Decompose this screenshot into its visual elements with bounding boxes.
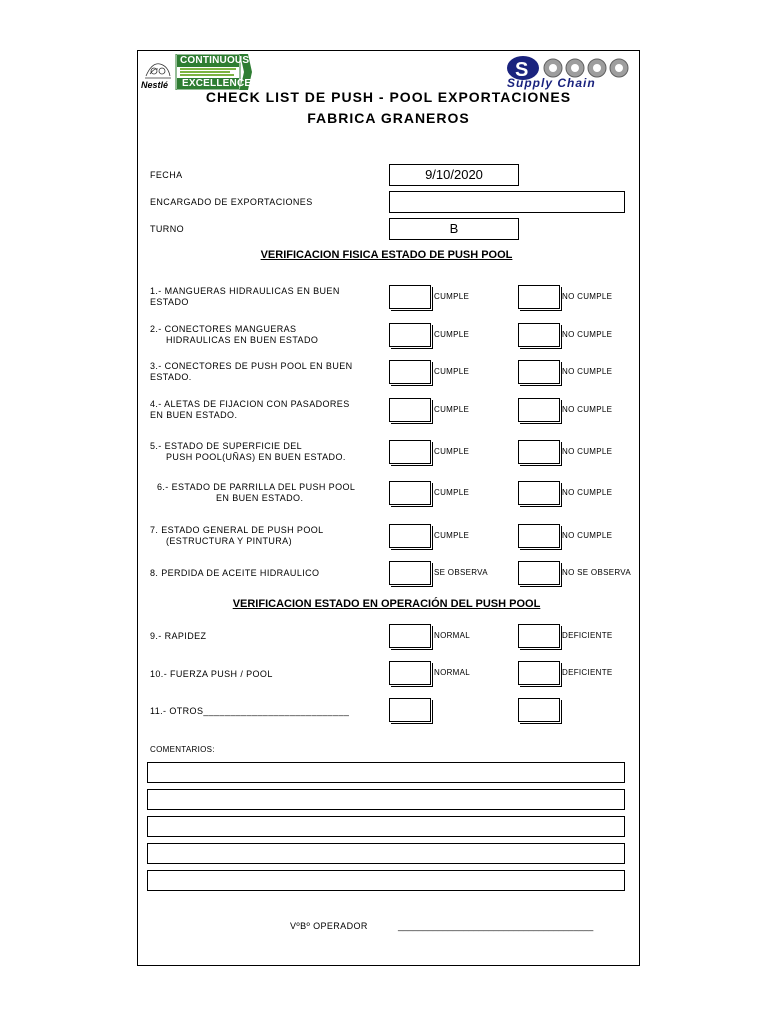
turno-field[interactable]: B (389, 218, 519, 240)
item-8-se-observa-label: SE OBSERVA (434, 568, 488, 577)
item-9-label: 9.- RAPIDEZ (150, 631, 207, 641)
turno-label: TURNO (150, 224, 184, 234)
item-1-cumple-box[interactable] (389, 285, 431, 309)
nestle-brand: Nestlé (141, 80, 169, 90)
item-4-no-cumple-box[interactable] (518, 398, 560, 422)
item-1-no-cumple-box[interactable] (518, 285, 560, 309)
logo-excellence-text: EXCELLENCE (182, 78, 252, 89)
logo-continuous-text: CONTINUOUS (180, 55, 250, 66)
operator-signature-line[interactable]: _______________________________________ (398, 921, 594, 931)
item-2-cumple-box[interactable] (389, 323, 431, 347)
item-10-normal-box[interactable] (389, 661, 431, 685)
item-2-line1: 2.- CONECTORES MANGUERAS (150, 324, 297, 334)
item-10-label: 10.- FUERZA PUSH / POOL (150, 669, 273, 679)
encargado-field[interactable] (389, 191, 625, 213)
item-3-line1: 3.- CONECTORES DE PUSH POOL EN BUEN (150, 361, 353, 371)
item-9-normal-box[interactable] (389, 624, 431, 648)
item-3-cumple-box[interactable] (389, 360, 431, 384)
comment-line-1[interactable] (147, 762, 625, 783)
section-operation-title: VERIFICACION ESTADO EN OPERACIÓN DEL PUSH POOL (232, 598, 541, 610)
item-7-cumple-box[interactable] (389, 524, 431, 548)
item-6-line2: EN BUEN ESTADO. (216, 493, 304, 503)
comment-line-5[interactable] (147, 870, 625, 891)
item-1-line1: 1.- MANGUERAS HIDRAULICAS EN BUEN (150, 286, 340, 296)
item-3-cumple-label: CUMPLE (434, 367, 470, 376)
comment-line-3[interactable] (147, 816, 625, 837)
item-11-box-a[interactable] (389, 698, 431, 722)
item-10-deficiente-box[interactable] (518, 661, 560, 685)
item-5-no-cumple-box[interactable] (518, 440, 560, 464)
checklist-sheet (137, 50, 640, 966)
item-9-deficiente-box[interactable] (518, 624, 560, 648)
item-7-line2: (ESTRUCTURA Y PINTURA) (166, 536, 292, 546)
item-5-cumple-label: CUMPLE (434, 447, 470, 456)
item-8-no-se-observa-box[interactable] (518, 561, 560, 585)
item-10-deficiente-label: DEFICIENTE (562, 668, 613, 677)
fecha-label: FECHA (150, 170, 183, 180)
item-4-line2: EN BUEN ESTADO. (150, 410, 238, 420)
page-title: CHECK LIST DE PUSH - POOL EXPORTACIONES (205, 89, 572, 105)
item-2-line2: HIDRAULICAS EN BUEN ESTADO (166, 335, 319, 345)
item-1-cumple-label: CUMPLE (434, 292, 470, 301)
item-10-normal-label: NORMAL (434, 668, 471, 677)
item-4-cumple-label: CUMPLE (434, 405, 470, 414)
item-2-no-cumple-label: NO CUMPLE (562, 330, 613, 339)
supply-chain-logo (503, 54, 638, 90)
svg-text:S: S (515, 59, 529, 81)
item-6-cumple-label: CUMPLE (434, 488, 470, 497)
item-9-deficiente-label: DEFICIENTE (562, 631, 613, 640)
item-9-normal-label: NORMAL (434, 631, 471, 640)
page-subtitle: FABRICA GRANEROS (307, 110, 470, 126)
item-4-no-cumple-label: NO CUMPLE (562, 405, 613, 414)
supply-chain-text: Supply Chain (507, 76, 596, 90)
item-5-line1: 5.- ESTADO DE SUPERFICIE DEL (150, 441, 303, 451)
item-4-line1: 4.- ALETAS DE FIJACION CON PASADORES (150, 399, 350, 409)
item-5-no-cumple-label: NO CUMPLE (562, 447, 613, 456)
item-1-line2: ESTADO (150, 297, 189, 307)
item-8-line1: 8. PERDIDA DE ACEITE HIDRAULICO (150, 568, 320, 578)
item-8-no-se-observa-label: NO SE OBSERVA (562, 568, 631, 577)
comment-line-4[interactable] (147, 843, 625, 864)
item-11-box-b[interactable] (518, 698, 560, 722)
item-2-cumple-label: CUMPLE (434, 330, 470, 339)
item-6-cumple-box[interactable] (389, 481, 431, 505)
item-4-cumple-box[interactable] (389, 398, 431, 422)
item-3-no-cumple-label: NO CUMPLE (562, 367, 613, 376)
section-physical-title: VERIFICACION FISICA ESTADO DE PUSH POOL (260, 249, 513, 261)
item-7-line1: 7. ESTADO GENERAL DE PUSH POOL (150, 525, 324, 535)
continuous-excellence-logo (140, 54, 252, 90)
item-7-cumple-label: CUMPLE (434, 531, 470, 540)
item-7-no-cumple-label: NO CUMPLE (562, 531, 613, 540)
item-11-label: 11.- OTROS___________________________ (150, 706, 350, 716)
item-5-line2: PUSH POOL(UÑAS) EN BUEN ESTADO. (166, 452, 346, 462)
item-2-no-cumple-box[interactable] (518, 323, 560, 347)
operator-signature-label: VºBº OPERADOR (290, 921, 368, 931)
item-5-cumple-box[interactable] (389, 440, 431, 464)
item-7-no-cumple-box[interactable] (518, 524, 560, 548)
comment-line-2[interactable] (147, 789, 625, 810)
encargado-label: ENCARGADO DE EXPORTACIONES (150, 197, 313, 207)
item-1-no-cumple-label: NO CUMPLE (562, 292, 613, 301)
item-8-se-observa-box[interactable] (389, 561, 431, 585)
comments-label: COMENTARIOS: (150, 745, 215, 754)
item-6-line1: 6.- ESTADO DE PARRILLA DEL PUSH POOL (157, 482, 356, 492)
item-3-line2: ESTADO. (150, 372, 192, 382)
fecha-field[interactable]: 9/10/2020 (389, 164, 519, 186)
item-3-no-cumple-box[interactable] (518, 360, 560, 384)
item-6-no-cumple-box[interactable] (518, 481, 560, 505)
item-6-no-cumple-label: NO CUMPLE (562, 488, 613, 497)
